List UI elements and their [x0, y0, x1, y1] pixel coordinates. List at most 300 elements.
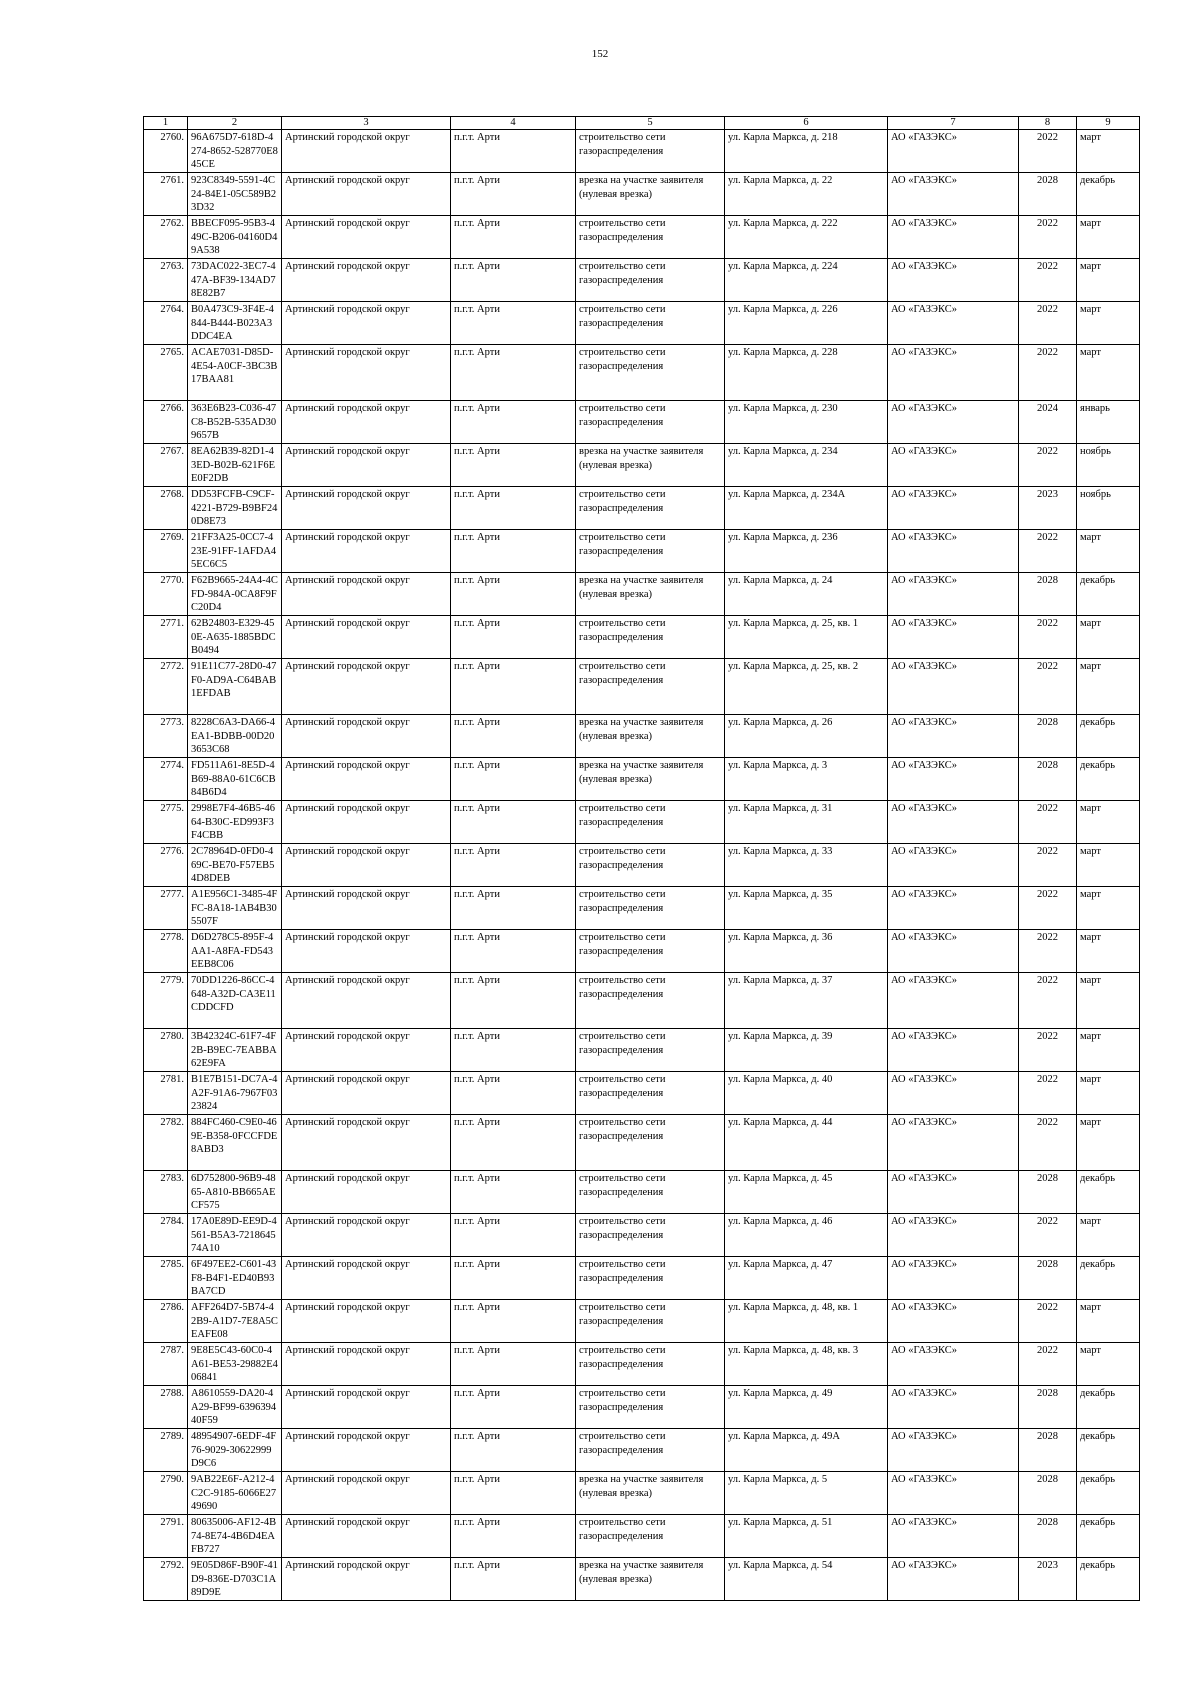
table-row: [144, 1386, 1140, 1429]
municipality-cell: Артинский городской округ: [282, 1171, 451, 1214]
settlement-cell: п.г.т. Арти: [451, 1115, 576, 1171]
work-type-cell: строительство сети газораспределения: [576, 530, 725, 573]
organization-cell: АО «ГАЗЭКС»: [888, 487, 1019, 530]
municipality-cell: Артинский городской округ: [282, 801, 451, 844]
work-type-cell: строительство сети газораспределения: [576, 130, 725, 173]
organization-cell: АО «ГАЗЭКС»: [888, 659, 1019, 715]
organization-cell: АО «ГАЗЭКС»: [888, 715, 1019, 758]
organization-cell: АО «ГАЗЭКС»: [888, 1429, 1019, 1472]
address-cell: ул. Карла Маркса, д. 54: [725, 1558, 888, 1601]
table-row: [144, 1300, 1140, 1343]
table-row: [144, 844, 1140, 887]
year-cell: 2022: [1019, 302, 1077, 345]
work-type-cell: врезка на участке заявителя (нулевая врезка): [576, 1472, 725, 1515]
organization-cell: АО «ГАЗЭКС»: [888, 1115, 1019, 1171]
year-cell: 2028: [1019, 715, 1077, 758]
settlement-cell: п.г.т. Арти: [451, 887, 576, 930]
object-id-cell: 6D752800-96B9-4865-A810-BB665AECF575: [188, 1171, 282, 1214]
object-id-cell: B1E7B151-DC7A-4A2F-91A6-7967F0323824: [188, 1072, 282, 1115]
row-number-cell: 2770.: [144, 573, 188, 616]
year-cell: 2022: [1019, 1214, 1077, 1257]
work-type-cell: строительство сети газораспределения: [576, 973, 725, 1029]
object-id-cell: 363E6B23-C036-47C8-B52B-535AD309657B: [188, 401, 282, 444]
address-cell: ул. Карла Маркса, д. 25, кв. 2: [725, 659, 888, 715]
row-number-cell: 2780.: [144, 1029, 188, 1072]
address-cell: ул. Карла Маркса, д. 49А: [725, 1429, 888, 1472]
year-cell: 2028: [1019, 1171, 1077, 1214]
month-cell: март: [1077, 1029, 1140, 1072]
row-number-cell: 2760.: [144, 130, 188, 173]
address-cell: ул. Карла Маркса, д. 45: [725, 1171, 888, 1214]
month-cell: март: [1077, 1072, 1140, 1115]
municipality-cell: Артинский городской округ: [282, 1429, 451, 1472]
settlement-cell: п.г.т. Арти: [451, 1171, 576, 1214]
row-number-cell: 2776.: [144, 844, 188, 887]
organization-cell: АО «ГАЗЭКС»: [888, 401, 1019, 444]
organization-cell: АО «ГАЗЭКС»: [888, 216, 1019, 259]
year-cell: 2028: [1019, 1429, 1077, 1472]
settlement-cell: п.г.т. Арти: [451, 216, 576, 259]
column-header: 4: [451, 117, 576, 130]
address-cell: ул. Карла Маркса, д. 25, кв. 1: [725, 616, 888, 659]
month-cell: март: [1077, 930, 1140, 973]
row-number-cell: 2762.: [144, 216, 188, 259]
column-header: 1: [144, 117, 188, 130]
table-row: [144, 259, 1140, 302]
month-cell: март: [1077, 345, 1140, 401]
table-row: [144, 887, 1140, 930]
settlement-cell: п.г.т. Арти: [451, 302, 576, 345]
year-cell: 2022: [1019, 801, 1077, 844]
settlement-cell: п.г.т. Арти: [451, 345, 576, 401]
organization-cell: АО «ГАЗЭКС»: [888, 444, 1019, 487]
table-row: [144, 973, 1140, 1029]
month-cell: март: [1077, 659, 1140, 715]
organization-cell: АО «ГАЗЭКС»: [888, 1386, 1019, 1429]
year-cell: 2022: [1019, 259, 1077, 302]
work-type-cell: строительство сети газораспределения: [576, 1029, 725, 1072]
object-id-cell: AFF264D7-5B74-42B9-A1D7-7E8A5CEAFE08: [188, 1300, 282, 1343]
year-cell: 2022: [1019, 216, 1077, 259]
municipality-cell: Артинский городской округ: [282, 887, 451, 930]
organization-cell: АО «ГАЗЭКС»: [888, 1029, 1019, 1072]
address-cell: ул. Карла Маркса, д. 226: [725, 302, 888, 345]
work-type-cell: врезка на участке заявителя (нулевая врезка): [576, 173, 725, 216]
organization-cell: АО «ГАЗЭКС»: [888, 973, 1019, 1029]
work-type-cell: строительство сети газораспределения: [576, 1257, 725, 1300]
row-number-cell: 2778.: [144, 930, 188, 973]
row-number-cell: 2773.: [144, 715, 188, 758]
municipality-cell: Артинский городской округ: [282, 1214, 451, 1257]
row-number-cell: 2779.: [144, 973, 188, 1029]
settlement-cell: п.г.т. Арти: [451, 1558, 576, 1601]
organization-cell: АО «ГАЗЭКС»: [888, 259, 1019, 302]
row-number-cell: 2788.: [144, 1386, 188, 1429]
address-cell: ул. Карла Маркса, д. 22: [725, 173, 888, 216]
object-id-cell: 2C78964D-0FD0-469C-BE70-F57EB54D8DEB: [188, 844, 282, 887]
month-cell: март: [1077, 801, 1140, 844]
year-cell: 2023: [1019, 487, 1077, 530]
object-id-cell: 9E8E5C43-60C0-4A61-BE53-29882E406841: [188, 1343, 282, 1386]
work-type-cell: строительство сети газораспределения: [576, 659, 725, 715]
work-type-cell: строительство сети газораспределения: [576, 302, 725, 345]
settlement-cell: п.г.т. Арти: [451, 1429, 576, 1472]
object-id-cell: 96A675D7-618D-4274-8652-528770E845CE: [188, 130, 282, 173]
table-row: [144, 130, 1140, 173]
table-row: [144, 1343, 1140, 1386]
row-number-cell: 2789.: [144, 1429, 188, 1472]
object-id-cell: D6D278C5-895F-4AA1-A8FA-FD543EEB8C06: [188, 930, 282, 973]
month-cell: декабрь: [1077, 1515, 1140, 1558]
month-cell: декабрь: [1077, 758, 1140, 801]
table-row: [144, 715, 1140, 758]
table-row: [144, 573, 1140, 616]
table-row: [144, 758, 1140, 801]
row-number-cell: 2787.: [144, 1343, 188, 1386]
organization-cell: АО «ГАЗЭКС»: [888, 758, 1019, 801]
object-id-cell: 923C8349-5591-4C24-84E1-05C589B23D32: [188, 173, 282, 216]
year-cell: 2028: [1019, 1515, 1077, 1558]
municipality-cell: Артинский городской округ: [282, 1300, 451, 1343]
address-cell: ул. Карла Маркса, д. 51: [725, 1515, 888, 1558]
work-type-cell: строительство сети газораспределения: [576, 259, 725, 302]
settlement-cell: п.г.т. Арти: [451, 259, 576, 302]
column-header: 6: [725, 117, 888, 130]
month-cell: март: [1077, 1214, 1140, 1257]
work-type-cell: строительство сети газораспределения: [576, 616, 725, 659]
work-type-cell: строительство сети газораспределения: [576, 930, 725, 973]
month-cell: март: [1077, 130, 1140, 173]
year-cell: 2022: [1019, 530, 1077, 573]
row-number-cell: 2766.: [144, 401, 188, 444]
object-id-cell: DD53FCFB-C9CF-4221-B729-B9BF240D8E73: [188, 487, 282, 530]
settlement-cell: п.г.т. Арти: [451, 1300, 576, 1343]
object-id-cell: 9AB22E6F-A212-4C2C-9185-6066E2749690: [188, 1472, 282, 1515]
address-cell: ул. Карла Маркса, д. 47: [725, 1257, 888, 1300]
table-row: [144, 1257, 1140, 1300]
table-row: [144, 1029, 1140, 1072]
table-row: [144, 616, 1140, 659]
municipality-cell: Артинский городской округ: [282, 758, 451, 801]
address-cell: ул. Карла Маркса, д. 234: [725, 444, 888, 487]
work-type-cell: врезка на участке заявителя (нулевая врезка): [576, 1558, 725, 1601]
month-cell: март: [1077, 844, 1140, 887]
settlement-cell: п.г.т. Арти: [451, 173, 576, 216]
settlement-cell: п.г.т. Арти: [451, 487, 576, 530]
month-cell: декабрь: [1077, 1472, 1140, 1515]
month-cell: декабрь: [1077, 1558, 1140, 1601]
month-cell: декабрь: [1077, 573, 1140, 616]
address-cell: ул. Карла Маркса, д. 36: [725, 930, 888, 973]
organization-cell: АО «ГАЗЭКС»: [888, 1343, 1019, 1386]
month-cell: март: [1077, 530, 1140, 573]
municipality-cell: Артинский городской округ: [282, 973, 451, 1029]
settlement-cell: п.г.т. Арти: [451, 1214, 576, 1257]
settlement-cell: п.г.т. Арти: [451, 1029, 576, 1072]
month-cell: март: [1077, 216, 1140, 259]
settlement-cell: п.г.т. Арти: [451, 573, 576, 616]
settlement-cell: п.г.т. Арти: [451, 758, 576, 801]
settlement-cell: п.г.т. Арти: [451, 444, 576, 487]
municipality-cell: Артинский городской округ: [282, 1472, 451, 1515]
address-cell: ул. Карла Маркса, д. 236: [725, 530, 888, 573]
row-number-cell: 2791.: [144, 1515, 188, 1558]
address-cell: ул. Карла Маркса, д. 44: [725, 1115, 888, 1171]
address-cell: ул. Карла Маркса, д. 230: [725, 401, 888, 444]
year-cell: 2022: [1019, 973, 1077, 1029]
address-cell: ул. Карла Маркса, д. 234А: [725, 487, 888, 530]
month-cell: март: [1077, 259, 1140, 302]
municipality-cell: Артинский городской округ: [282, 844, 451, 887]
row-number-cell: 2769.: [144, 530, 188, 573]
settlement-cell: п.г.т. Арти: [451, 1343, 576, 1386]
object-id-cell: 21FF3A25-0CC7-423E-91FF-1AFDA45EC6C5: [188, 530, 282, 573]
row-number-cell: 2764.: [144, 302, 188, 345]
organization-cell: АО «ГАЗЭКС»: [888, 1214, 1019, 1257]
address-cell: ул. Карла Маркса, д. 224: [725, 259, 888, 302]
row-number-cell: 2790.: [144, 1472, 188, 1515]
object-id-cell: F62B9665-24A4-4CFD-984A-0CA8F9FC20D4: [188, 573, 282, 616]
organization-cell: АО «ГАЗЭКС»: [888, 1257, 1019, 1300]
work-type-cell: врезка на участке заявителя (нулевая врезка): [576, 573, 725, 616]
year-cell: 2024: [1019, 401, 1077, 444]
month-cell: декабрь: [1077, 715, 1140, 758]
object-id-cell: 80635006-AF12-4B74-8E74-4B6D4EAFB727: [188, 1515, 282, 1558]
settlement-cell: п.г.т. Арти: [451, 930, 576, 973]
month-cell: ноябрь: [1077, 487, 1140, 530]
municipality-cell: Артинский городской округ: [282, 530, 451, 573]
address-cell: ул. Карла Маркса, д. 5: [725, 1472, 888, 1515]
year-cell: 2023: [1019, 1558, 1077, 1601]
organization-cell: АО «ГАЗЭКС»: [888, 887, 1019, 930]
row-number-cell: 2792.: [144, 1558, 188, 1601]
municipality-cell: Артинский городской округ: [282, 345, 451, 401]
organization-cell: АО «ГАЗЭКС»: [888, 1515, 1019, 1558]
table-row: [144, 1429, 1140, 1472]
column-header: 5: [576, 117, 725, 130]
object-id-cell: 73DAC022-3EC7-447A-BF39-134AD78E82B7: [188, 259, 282, 302]
object-id-cell: 48954907-6EDF-4F76-9029-30622999D9C6: [188, 1429, 282, 1472]
table-row: [144, 1115, 1140, 1171]
work-type-cell: строительство сети газораспределения: [576, 216, 725, 259]
month-cell: март: [1077, 302, 1140, 345]
work-type-cell: врезка на участке заявителя (нулевая врезка): [576, 758, 725, 801]
row-number-cell: 2777.: [144, 887, 188, 930]
object-id-cell: A8610559-DA20-4A29-BF99-639639440F59: [188, 1386, 282, 1429]
table-row: [144, 216, 1140, 259]
year-cell: 2028: [1019, 1472, 1077, 1515]
municipality-cell: Артинский городской округ: [282, 1029, 451, 1072]
organization-cell: АО «ГАЗЭКС»: [888, 302, 1019, 345]
row-number-cell: 2763.: [144, 259, 188, 302]
row-number-cell: 2781.: [144, 1072, 188, 1115]
month-cell: декабрь: [1077, 1171, 1140, 1214]
address-cell: ул. Карла Маркса, д. 24: [725, 573, 888, 616]
month-cell: март: [1077, 1300, 1140, 1343]
table-row: [144, 345, 1140, 401]
table-row: [144, 1171, 1140, 1214]
month-cell: декабрь: [1077, 1257, 1140, 1300]
settlement-cell: п.г.т. Арти: [451, 659, 576, 715]
municipality-cell: Артинский городской округ: [282, 487, 451, 530]
year-cell: 2022: [1019, 844, 1077, 887]
object-id-cell: 6F497EE2-C601-43F8-B4F1-ED40B93BA7CD: [188, 1257, 282, 1300]
table-row: [144, 173, 1140, 216]
municipality-cell: Артинский городской округ: [282, 573, 451, 616]
month-cell: январь: [1077, 401, 1140, 444]
municipality-cell: Артинский городской округ: [282, 659, 451, 715]
municipality-cell: Артинский городской округ: [282, 130, 451, 173]
work-type-cell: врезка на участке заявителя (нулевая врезка): [576, 715, 725, 758]
municipality-cell: Артинский городской округ: [282, 616, 451, 659]
year-cell: 2028: [1019, 173, 1077, 216]
address-cell: ул. Карла Маркса, д. 3: [725, 758, 888, 801]
object-id-cell: B0A473C9-3F4E-4844-B444-B023A3DDC4EA: [188, 302, 282, 345]
organization-cell: АО «ГАЗЭКС»: [888, 616, 1019, 659]
column-header: 8: [1019, 117, 1077, 130]
settlement-cell: п.г.т. Арти: [451, 1472, 576, 1515]
year-cell: 2022: [1019, 1343, 1077, 1386]
object-id-cell: BBECF095-95B3-449C-B206-04160D49A538: [188, 216, 282, 259]
organization-cell: АО «ГАЗЭКС»: [888, 1072, 1019, 1115]
table-row: [144, 401, 1140, 444]
year-cell: 2022: [1019, 345, 1077, 401]
table-row: [144, 530, 1140, 573]
municipality-cell: Артинский городской округ: [282, 1257, 451, 1300]
work-type-cell: строительство сети газораспределения: [576, 1515, 725, 1558]
object-id-cell: A1E956C1-3485-4FFC-8A18-1AB4B305507F: [188, 887, 282, 930]
year-cell: 2022: [1019, 1115, 1077, 1171]
column-header: 7: [888, 117, 1019, 130]
year-cell: 2022: [1019, 616, 1077, 659]
table-row: [144, 1558, 1140, 1601]
municipality-cell: Артинский городской округ: [282, 1343, 451, 1386]
row-number-cell: 2767.: [144, 444, 188, 487]
organization-cell: АО «ГАЗЭКС»: [888, 930, 1019, 973]
object-id-cell: 91E11C77-28D0-47F0-AD9A-C64BAB1EFDAB: [188, 659, 282, 715]
column-header: 3: [282, 117, 451, 130]
address-cell: ул. Карла Маркса, д. 218: [725, 130, 888, 173]
settlement-cell: п.г.т. Арти: [451, 1386, 576, 1429]
object-id-cell: 62B24803-E329-450E-A635-1885BDCB0494: [188, 616, 282, 659]
organization-cell: АО «ГАЗЭКС»: [888, 130, 1019, 173]
settlement-cell: п.г.т. Арти: [451, 401, 576, 444]
work-type-cell: строительство сети газораспределения: [576, 1343, 725, 1386]
object-id-cell: 2998E7F4-46B5-4664-B30C-ED993F3F4CBB: [188, 801, 282, 844]
settlement-cell: п.г.т. Арти: [451, 844, 576, 887]
row-number-cell: 2785.: [144, 1257, 188, 1300]
column-header: 9: [1077, 117, 1140, 130]
municipality-cell: Артинский городской округ: [282, 1515, 451, 1558]
work-type-cell: строительство сети газораспределения: [576, 487, 725, 530]
municipality-cell: Артинский городской округ: [282, 1558, 451, 1601]
organization-cell: АО «ГАЗЭКС»: [888, 173, 1019, 216]
municipality-cell: Артинский городской округ: [282, 401, 451, 444]
column-header: 2: [188, 117, 282, 130]
settlement-cell: п.г.т. Арти: [451, 616, 576, 659]
municipality-cell: Артинский городской округ: [282, 216, 451, 259]
settlement-cell: п.г.т. Арти: [451, 715, 576, 758]
year-cell: 2022: [1019, 1072, 1077, 1115]
object-id-cell: FD511A61-8E5D-4B69-88A0-61C6CB84B6D4: [188, 758, 282, 801]
object-id-cell: 3B42324C-61F7-4F2B-B9EC-7EABBA62E9FA: [188, 1029, 282, 1072]
row-number-cell: 2772.: [144, 659, 188, 715]
address-cell: ул. Карла Маркса, д. 48, кв. 3: [725, 1343, 888, 1386]
month-cell: март: [1077, 616, 1140, 659]
address-cell: ул. Карла Маркса, д. 39: [725, 1029, 888, 1072]
row-number-cell: 2774.: [144, 758, 188, 801]
row-number-cell: 2771.: [144, 616, 188, 659]
work-type-cell: строительство сети газораспределения: [576, 801, 725, 844]
table-row: [144, 1072, 1140, 1115]
work-type-cell: строительство сети газораспределения: [576, 887, 725, 930]
organization-cell: АО «ГАЗЭКС»: [888, 1558, 1019, 1601]
row-number-cell: 2761.: [144, 173, 188, 216]
table-row: [144, 659, 1140, 715]
year-cell: 2022: [1019, 444, 1077, 487]
address-cell: ул. Карла Маркса, д. 222: [725, 216, 888, 259]
address-cell: ул. Карла Маркса, д. 31: [725, 801, 888, 844]
year-cell: 2022: [1019, 930, 1077, 973]
organization-cell: АО «ГАЗЭКС»: [888, 1171, 1019, 1214]
municipality-cell: Артинский городской округ: [282, 444, 451, 487]
address-cell: ул. Карла Маркса, д. 228: [725, 345, 888, 401]
row-number-cell: 2768.: [144, 487, 188, 530]
address-cell: ул. Карла Маркса, д. 49: [725, 1386, 888, 1429]
work-type-cell: строительство сети газораспределения: [576, 1072, 725, 1115]
page-number: 152: [591, 48, 609, 60]
organization-cell: АО «ГАЗЭКС»: [888, 1300, 1019, 1343]
year-cell: 2022: [1019, 887, 1077, 930]
work-type-cell: строительство сети газораспределения: [576, 1386, 725, 1429]
year-cell: 2022: [1019, 1029, 1077, 1072]
organization-cell: АО «ГАЗЭКС»: [888, 1472, 1019, 1515]
table-row: [144, 302, 1140, 345]
organization-cell: АО «ГАЗЭКС»: [888, 844, 1019, 887]
address-cell: ул. Карла Маркса, д. 40: [725, 1072, 888, 1115]
address-cell: ул. Карла Маркса, д. 35: [725, 887, 888, 930]
address-cell: ул. Карла Маркса, д. 48, кв. 1: [725, 1300, 888, 1343]
settlement-cell: п.г.т. Арти: [451, 801, 576, 844]
month-cell: ноябрь: [1077, 444, 1140, 487]
work-type-cell: строительство сети газораспределения: [576, 345, 725, 401]
work-type-cell: строительство сети газораспределения: [576, 1115, 725, 1171]
municipality-cell: Артинский городской округ: [282, 1115, 451, 1171]
year-cell: 2022: [1019, 659, 1077, 715]
year-cell: 2022: [1019, 130, 1077, 173]
work-type-cell: строительство сети газораспределения: [576, 1300, 725, 1343]
year-cell: 2028: [1019, 758, 1077, 801]
object-id-cell: 884FC460-C9E0-469E-B358-0FCCFDE8ABD3: [188, 1115, 282, 1171]
object-id-cell: 70DD1226-86CC-4648-A32D-CA3E11CDDCFD: [188, 973, 282, 1029]
municipality-cell: Артинский городской округ: [282, 715, 451, 758]
organization-cell: АО «ГАЗЭКС»: [888, 530, 1019, 573]
object-id-cell: 8EA62B39-82D1-43ED-B02B-621F6EE0F2DB: [188, 444, 282, 487]
work-type-cell: строительство сети газораспределения: [576, 844, 725, 887]
municipality-cell: Артинский городской округ: [282, 1072, 451, 1115]
month-cell: декабрь: [1077, 1386, 1140, 1429]
month-cell: декабрь: [1077, 173, 1140, 216]
municipality-cell: Артинский городской округ: [282, 1386, 451, 1429]
year-cell: 2028: [1019, 573, 1077, 616]
row-number-cell: 2782.: [144, 1115, 188, 1171]
object-id-cell: 17A0E89D-EE9D-4561-B5A3-721864574A10: [188, 1214, 282, 1257]
address-cell: ул. Карла Маркса, д. 46: [725, 1214, 888, 1257]
month-cell: март: [1077, 887, 1140, 930]
address-cell: ул. Карла Маркса, д. 26: [725, 715, 888, 758]
year-cell: 2028: [1019, 1386, 1077, 1429]
month-cell: март: [1077, 973, 1140, 1029]
